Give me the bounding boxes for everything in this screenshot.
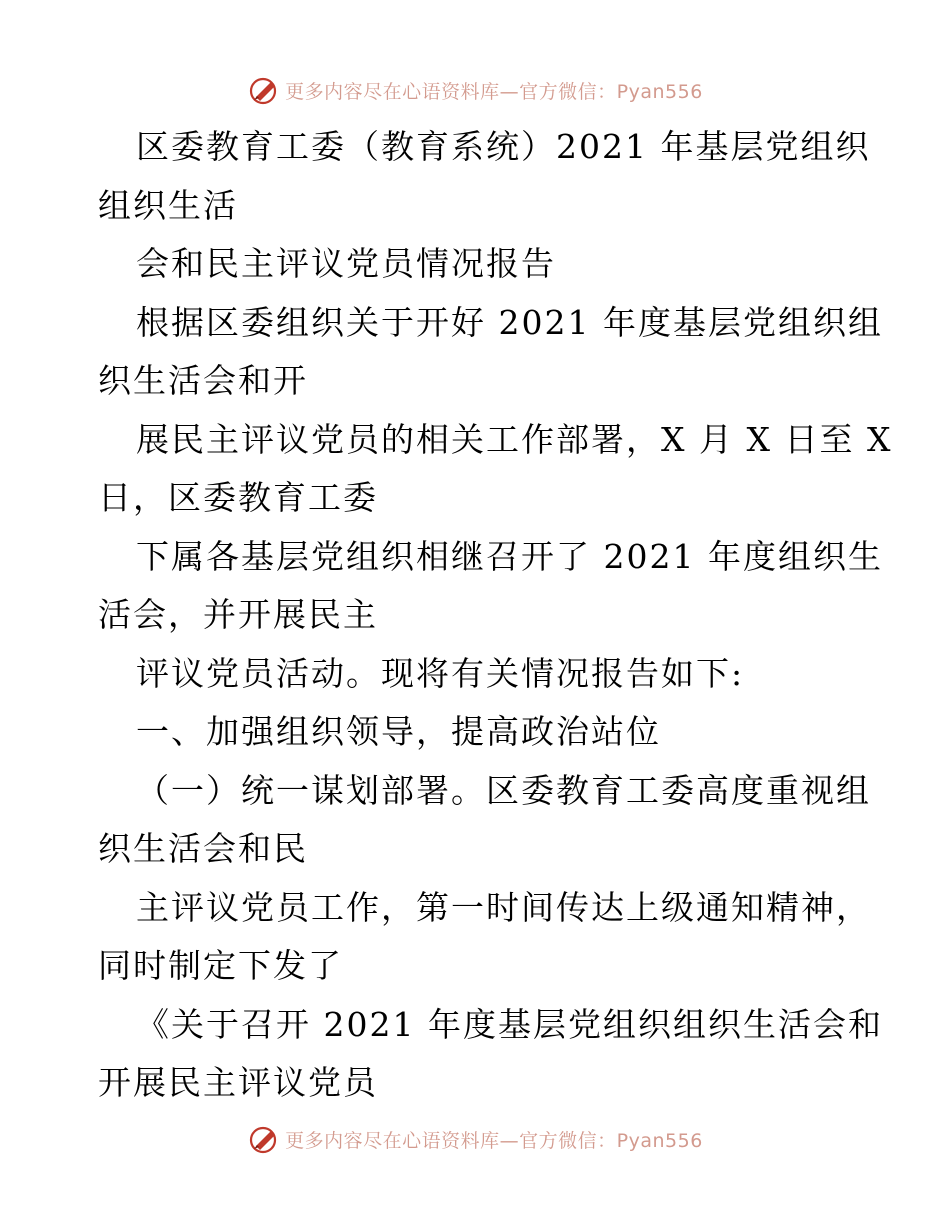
paragraph-line: 评议党员活动。现将有关情况报告如下: [136,653,745,693]
paragraph-line: 织生活会和民 [98,829,308,868]
section-heading: 一、加强组织领导，提高政治站位 [136,712,661,751]
paragraph-line: 织生活会和开 [98,361,308,400]
header-watermark-text: 更多内容尽在心语资料库—官方微信：Pyan556 [285,80,703,103]
header-watermark [0,72,950,108]
paragraph-line: （一）统一谋划部署。区委教育工委高度重视组 [136,770,871,810]
pen-nib-logo-icon [247,73,281,107]
title-line-2: 组织生活 [98,185,238,225]
pen-nib-logo-icon [247,1122,281,1156]
title-line-3: 会和民主评议党员情况报告 [136,244,556,283]
paragraph-line: 展民主评议党员的相关工作部署，X 月 X 日至 X [136,419,893,459]
paragraph-line: 下属各基层党组织相继召开了 2021 年度组织生 [136,536,883,576]
footer-watermark [0,1121,950,1157]
paragraph-line: 开展民主评议党员 [98,1063,378,1102]
paragraph-line: 日，区委教育工委 [98,478,378,517]
paragraph-line: 根据区委组织关于开好 2021 年度基层党组织组 [136,302,883,342]
document-body [98,118,893,1113]
paragraph-line: 活会，并开展民主 [98,595,378,634]
footer-watermark-text: 更多内容尽在心语资料库—官方微信：Pyan556 [285,1129,703,1152]
paragraph-line: 同时制定下发了 [98,946,343,985]
paragraph-line: 主评议党员工作，第一时间传达上级通知精神， [136,887,871,927]
paragraph-line: 《关于召开 2021 年度基层党组织组织生活会和 [136,1004,883,1044]
title-line-1: 区委教育工委（教育系统）2021 年基层党组织 [136,127,871,166]
